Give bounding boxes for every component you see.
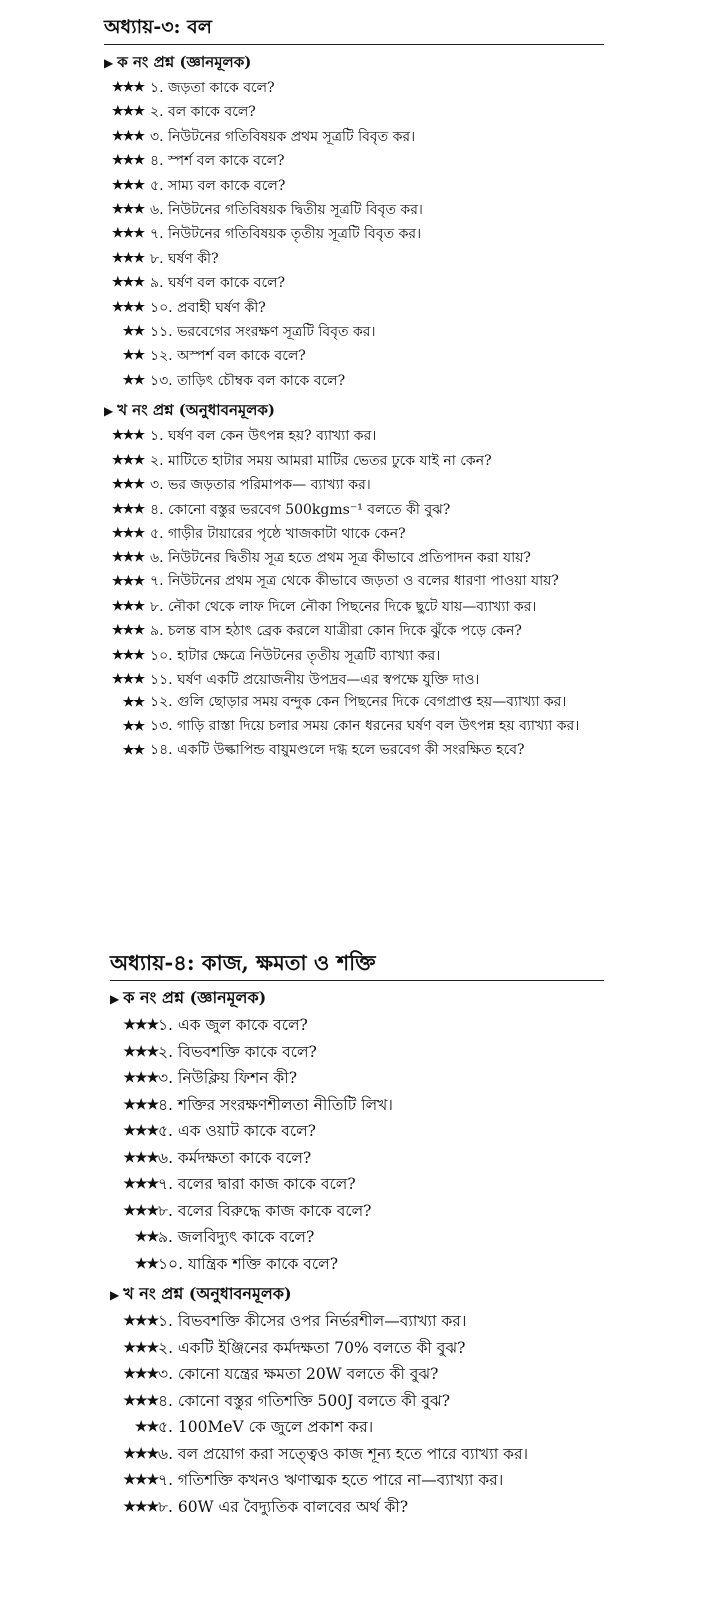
importance-stars-icon: ★★★ — [112, 647, 144, 663]
question-text: ৮. 60W এর বৈদ্যুতিক বালবের অর্থ কী? — [158, 1497, 409, 1516]
question-item — [104, 1198, 604, 1225]
question-text: ১. বিভবশক্তি কীসের ওপর নির্ভরশীল—ব্যাখ্যা কর। — [158, 1312, 467, 1330]
importance-stars-icon: ★★★ — [112, 671, 144, 687]
question-item — [104, 498, 604, 522]
question-text: ৩. নিউটনের গতিবিষয়ক প্রথম সূত্রটি বিবৃত কর। — [150, 128, 416, 145]
importance-stars-icon: ★★★ — [112, 275, 144, 291]
question-text: ১০. প্রবাহী ঘর্ষণ কী? — [150, 299, 266, 316]
question-text: ৬. নিউটনের দ্বিতীয় সূত্র হতে প্রথম সূত্র কীভাবে প্রতিপাদন করা যায়? — [150, 550, 531, 567]
question-text: ৯. ঘর্ষণ বল কাকে বলে? — [150, 275, 286, 292]
importance-stars-icon: ★★★ — [123, 1202, 158, 1219]
question-item — [104, 1494, 604, 1521]
question-item — [104, 1092, 604, 1119]
importance-stars-icon: ★★★ — [112, 525, 144, 541]
question-item — [104, 1118, 604, 1145]
question-text: ৪. কোনো বস্তুর ভরবেগ 500kgms⁻¹ বলতে কী বুঝ? — [150, 501, 451, 518]
question-item — [104, 149, 604, 173]
question-text: ১২. গুলি ছোড়ার সময় বন্দুক কেন পিছনের দিকে বেগপ্রাপ্ত হয়—ব্যাখ্যা কর। — [150, 694, 567, 711]
chapter-3-section-b-heading — [104, 399, 604, 422]
question-text: ৫. 100MeV কে জুলে প্রকাশ কর। — [158, 1418, 374, 1436]
question-item — [104, 222, 604, 246]
question-item — [104, 522, 604, 546]
importance-stars-icon: ★★★ — [123, 1017, 158, 1033]
chapter-3-section-a-heading — [104, 51, 604, 74]
question-text: ৭. নিউটনের প্রথম সূত্র থেকে কীভাবে জড়তা ও বলের ধারণা পাওয়া যায়? — [150, 572, 559, 589]
importance-stars-icon: ★★★ — [123, 1070, 158, 1086]
question-item — [104, 296, 604, 320]
importance-stars-icon: ★★ — [122, 324, 144, 340]
question-item — [104, 1467, 604, 1494]
question-item — [104, 1145, 604, 1172]
question-item — [104, 1441, 604, 1468]
importance-stars-icon: ★★ — [122, 372, 144, 388]
question-text: ৫. সাম্য বল কাকে বলে? — [150, 177, 286, 194]
question-item — [104, 1361, 604, 1388]
question-text: ১১. ঘর্ষণ একটি প্রয়োজনীয় উপদ্রব—এর স্বপক্ষে যুক্তি দাও। — [150, 671, 480, 688]
section-heading-text: ক নং প্রশ্ন (জ্ঞানমূলক) — [123, 988, 267, 1007]
importance-stars-icon: ★★★ — [123, 1445, 158, 1462]
triangle-right-icon: ▶ — [104, 404, 114, 419]
triangle-right-icon: ▶ — [110, 992, 120, 1006]
question-item — [104, 473, 604, 497]
question-item — [104, 1065, 604, 1092]
question-text: ৮. ঘর্ষণ কী? — [150, 250, 219, 267]
triangle-right-icon: ▶ — [110, 1288, 120, 1302]
question-item — [104, 1171, 604, 1198]
question-text: ১. এক জুল কাকে বলে? — [158, 1016, 308, 1034]
importance-stars-icon: ★★★ — [112, 177, 144, 193]
question-item — [104, 740, 604, 764]
question-text: ৫. গাড়ীর টায়ারের পৃষ্ঠে খাজকাটা থাকে কেন? — [150, 525, 406, 542]
importance-stars-icon: ★★★ — [112, 250, 144, 266]
question-item — [104, 1251, 604, 1278]
question-item — [104, 271, 604, 295]
importance-stars-icon: ★★★ — [112, 573, 144, 589]
question-text: ৪. কোনো বস্তুর গতিশক্তি 500J বলতে কী বুঝ? — [158, 1391, 451, 1410]
section-heading-text: খ নং প্রশ্ন (অনুধাবনমূলক) — [117, 401, 275, 420]
question-item — [104, 76, 604, 100]
question-text: ৭. নিউটনের গতিবিষয়ক তৃতীয় সূত্রটি বিবৃত কর। — [150, 226, 422, 243]
importance-stars-icon: ★★★ — [123, 1096, 158, 1113]
importance-stars-icon: ★★★ — [123, 1123, 158, 1139]
importance-stars-icon: ★★★ — [123, 1043, 158, 1060]
question-item — [104, 1335, 604, 1362]
question-item — [104, 247, 604, 271]
question-item — [104, 320, 604, 344]
chapter-3-section-b-list — [104, 424, 604, 764]
question-text: ১০. হাটার ক্ষেত্রে নিউটনের তৃতীয় সূত্রটি ব্যাখ্যা কর। — [150, 647, 441, 664]
importance-stars-icon: ★★ — [122, 695, 144, 711]
question-text: ৭. বলের দ্বারা কাজ কাকে বলে? — [158, 1175, 356, 1193]
question-item — [104, 125, 604, 149]
question-item — [104, 595, 604, 619]
question-item — [104, 571, 604, 595]
chapter-4-section-b-heading — [110, 1283, 604, 1306]
question-text: ২. একটি ইঞ্জিনের কর্মদক্ষতা 70% বলতে কী বুঝ? — [158, 1338, 466, 1357]
chapter-3-section-a-list — [104, 76, 604, 393]
chapter-3-title: অধ্যায়-৩: বল — [104, 14, 604, 45]
question-text: ৯. চলন্ত বাস হঠাৎ ব্রেক করলে যাত্রীরা কোন দিকে ঝুঁকে পড়ে কেন? — [150, 623, 522, 640]
chapter-4 — [104, 950, 604, 1520]
question-item — [104, 1224, 604, 1251]
importance-stars-icon: ★★★ — [112, 299, 144, 315]
question-item — [104, 1308, 604, 1335]
importance-stars-icon: ★★ — [122, 348, 144, 364]
question-text: ৪. স্পর্শ বল কাকে বলে? — [150, 153, 285, 170]
question-item — [104, 100, 604, 124]
chapter-4-section-a-heading — [110, 987, 604, 1010]
question-text: ৫. এক ওয়াট কাকে বলে? — [158, 1122, 316, 1140]
importance-stars-icon: ★★★ — [112, 501, 144, 517]
question-item — [104, 344, 604, 368]
chapter-4-section-a-list — [104, 1012, 604, 1277]
importance-stars-icon: ★★★ — [123, 1498, 158, 1515]
section-heading-text: খ নং প্রশ্ন (অনুধাবনমূলক) — [123, 1284, 292, 1303]
importance-stars-icon: ★★★ — [112, 104, 144, 120]
question-text: ৩. কোনো যন্ত্রের ক্ষমতা 20W বলতে কী বুঝ? — [158, 1365, 439, 1383]
chapter-4-section-b-list — [104, 1308, 604, 1520]
importance-stars-icon: ★★★ — [112, 550, 144, 566]
question-text: ৮. বলের বিরুদ্ধে কাজ কাকে বলে? — [158, 1201, 372, 1220]
importance-stars-icon: ★★ — [134, 1229, 158, 1245]
question-item — [104, 1012, 604, 1039]
question-item — [104, 174, 604, 198]
question-item — [104, 1388, 604, 1415]
question-text: ৭. গতিশক্তি কখনও ঋণাত্মক হতে পারে না—ব্যাখ্যা কর। — [158, 1471, 504, 1489]
chapter-3 — [104, 14, 604, 764]
question-item — [104, 424, 604, 448]
question-item — [104, 546, 604, 570]
importance-stars-icon: ★★ — [134, 1419, 158, 1435]
importance-stars-icon: ★★★ — [123, 1366, 158, 1382]
importance-stars-icon: ★★★ — [112, 226, 144, 242]
question-text: ১২. অস্পর্শ বল কাকে বলে? — [150, 348, 306, 365]
importance-stars-icon: ★★ — [122, 743, 144, 759]
question-text: ২. বিভবশক্তি কাকে বলে? — [158, 1042, 317, 1061]
question-text: ১৩. তাড়িৎ চৌম্বক বল কাকে বলে? — [150, 372, 346, 389]
importance-stars-icon: ★★★ — [123, 1313, 158, 1329]
question-item — [104, 692, 604, 716]
importance-stars-icon: ★★★ — [123, 1472, 158, 1488]
question-text: ২. মাটিতে হাটার সময় আমরা মাটির ভেতর ঢুকে যাই না কেন? — [150, 452, 492, 469]
importance-stars-icon: ★★★ — [112, 202, 144, 218]
importance-stars-icon: ★★★ — [123, 1176, 158, 1192]
question-text: ৩. ভর জড়তার পরিমাপক— ব্যাখ্যা কর। — [150, 477, 371, 494]
question-text: ১১. ভরবেগের সংরক্ষণ সূত্রটি বিবৃত কর। — [150, 324, 376, 341]
question-text: ৩. নিউক্লিয় ফিশন কী? — [158, 1069, 298, 1087]
importance-stars-icon: ★★★ — [112, 428, 144, 444]
question-text: ১০. যান্ত্রিক শক্তি কাকে বলে? — [158, 1254, 339, 1273]
question-item — [104, 644, 604, 668]
importance-stars-icon: ★★★ — [112, 153, 144, 169]
importance-stars-icon: ★★★ — [123, 1149, 158, 1166]
question-item — [104, 449, 604, 473]
importance-stars-icon: ★★★ — [123, 1339, 158, 1356]
question-item — [104, 369, 604, 393]
importance-stars-icon: ★★ — [134, 1255, 158, 1272]
importance-stars-icon: ★★★ — [123, 1392, 158, 1409]
importance-stars-icon: ★★★ — [112, 128, 144, 144]
importance-stars-icon: ★★★ — [112, 452, 144, 468]
chapter-4-title: অধ্যায়-৪: কাজ, ক্ষমতা ও শক্তি — [110, 950, 604, 981]
section-heading-text: ক নং প্রশ্ন (জ্ঞানমূলক) — [117, 53, 252, 71]
question-item — [104, 668, 604, 692]
question-text: ১৪. একটি উল্কাপিন্ড বায়ুমণ্ডলে দগ্ধ হলে ভরবেগ কী সংরক্ষিত হবে? — [150, 742, 525, 759]
question-text: ৬. বল প্রয়োগ করা সত্ত্বেও কাজ শূন্য হতে পারে ব্যাখ্যা কর। — [158, 1444, 529, 1463]
question-text: ৯. জলবিদ্যুৎ কাকে বলে? — [158, 1228, 315, 1246]
question-text: ১. জড়তা কাকে বলে? — [150, 80, 275, 96]
importance-stars-icon: ★★ — [122, 719, 144, 735]
importance-stars-icon: ★★★ — [112, 80, 144, 95]
question-item — [104, 619, 604, 643]
importance-stars-icon: ★★★ — [112, 623, 144, 639]
question-item — [104, 716, 604, 740]
question-text: ৪. শক্তির সংরক্ষণশীলতা নীতিটি লিখ। — [158, 1095, 393, 1114]
question-text: ৬. নিউটনের গতিবিষয়ক দ্বিতীয় সূত্রটি বিবৃত কর। — [150, 202, 423, 219]
triangle-right-icon: ▶ — [104, 56, 114, 70]
question-text: ৮. নৌকা থেকে লাফ দিলে নৌকা পিছনের দিকে ছুটে যায়—ব্যাখ্যা কর। — [150, 598, 537, 615]
question-text: ২. বল কাকে বলে? — [150, 104, 256, 121]
importance-stars-icon: ★★★ — [112, 598, 144, 614]
question-text: ১৩. গাড়ি রাস্তা দিয়ে চলার সময় কোন ধরনের ঘর্ষণ বল উৎপন্ন হয় ব্যাখ্যা কর। — [150, 718, 580, 735]
question-item — [104, 1039, 604, 1066]
question-text: ৬. কর্মদক্ষতা কাকে বলে? — [158, 1148, 312, 1167]
question-item — [104, 1414, 604, 1441]
question-item — [104, 198, 604, 222]
question-text: ১. ঘর্ষণ বল কেন উৎপন্ন হয়? ব্যাখ্যা কর। — [150, 428, 377, 445]
importance-stars-icon: ★★★ — [112, 477, 144, 493]
